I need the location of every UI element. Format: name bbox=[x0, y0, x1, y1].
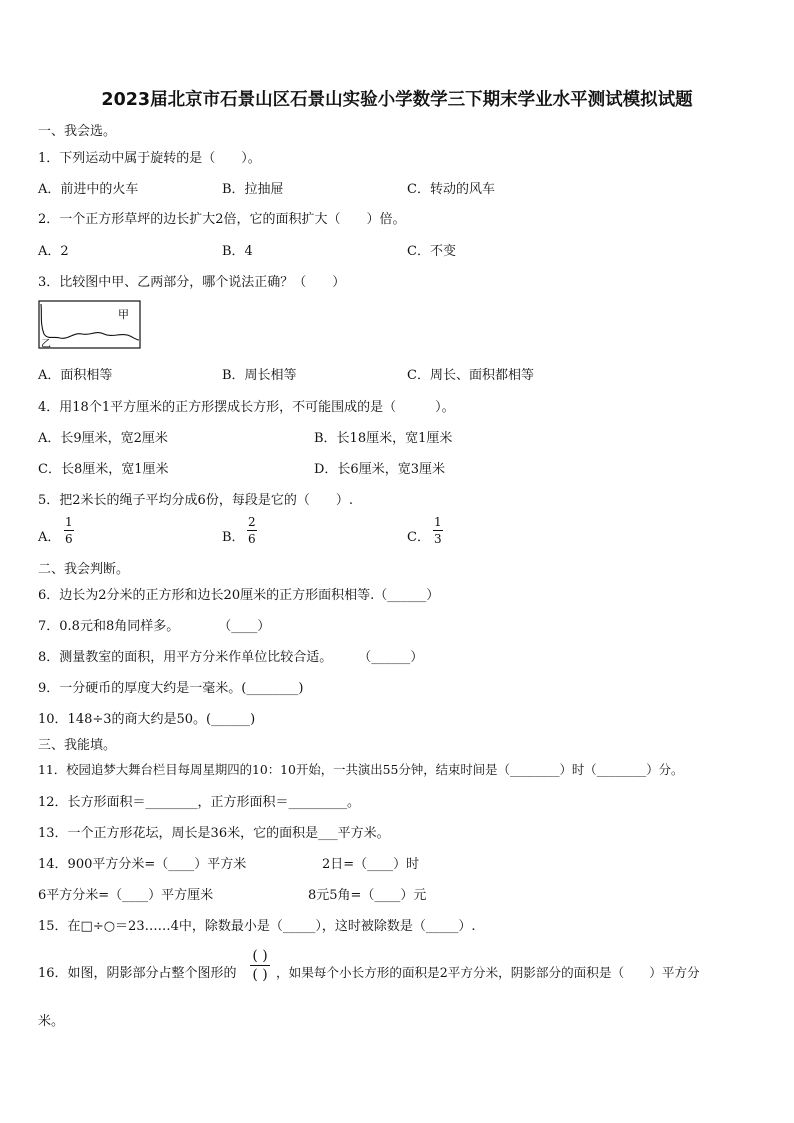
question-4-option-a: A．长9厘米，宽2厘米 bbox=[38, 431, 168, 446]
question-5-option-b-label: B． bbox=[222, 530, 245, 545]
question-10: 10．148÷3的商大约是50。(______) bbox=[38, 712, 256, 727]
figure-label-jia: 甲 bbox=[118, 308, 129, 321]
question-14-part-b: 2日=（____）时 bbox=[322, 857, 420, 872]
question-16-tail: 米。 bbox=[38, 1014, 65, 1029]
question-14-part-c: 6平方分米=（____）平方厘米 bbox=[38, 888, 214, 903]
question-8: 8．测量教室的面积，用平方分米作单位比较合适。 （______） bbox=[38, 650, 424, 665]
fraction-denominator: 6 bbox=[248, 532, 256, 546]
question-5-stem: 5．把2米长的绳子平均分成6份，每段是它的（ ）. bbox=[38, 493, 353, 508]
question-11: 11．校园追梦大舞台栏目每周星期四的10：10开始，一共演出55分钟，结束时间是（________）时（________）分。 bbox=[38, 762, 684, 777]
question-3-figure bbox=[38, 300, 142, 350]
question-12: 12．长方形面积＝________，正方形面积＝_________。 bbox=[38, 795, 361, 810]
fraction-bar bbox=[433, 530, 443, 531]
question-2-option-a: A．2 bbox=[38, 244, 69, 259]
question-3-option-c: C．周长、面积都相等 bbox=[407, 368, 534, 383]
question-1-stem: 1．下列运动中属于旋转的是（ ）。 bbox=[38, 151, 261, 166]
question-4-stem: 4．用18个1平方厘米的正方形摆成长方形，不可能围成的是（ ）。 bbox=[38, 400, 455, 415]
fraction-bar bbox=[250, 965, 270, 966]
question-16-fraction bbox=[250, 948, 270, 983]
question-14-part-d: 8元5角=（____）元 bbox=[308, 888, 427, 903]
question-16-suffix: ，如果每个小长方形的面积是2平方分米，阴影部分的面积是（ ）平方分 bbox=[276, 965, 700, 980]
fraction-numerator: ( ) bbox=[252, 948, 268, 964]
question-3-option-a: A．面积相等 bbox=[38, 368, 113, 383]
fraction-numerator: 1 bbox=[65, 515, 73, 529]
page-title: 2023届北京市石景山区石景山实验小学数学三下期末学业水平测试模拟试题 bbox=[101, 90, 693, 110]
question-1-option-a: A．前进中的火车 bbox=[38, 182, 139, 197]
question-2-option-b: B．4 bbox=[222, 244, 253, 259]
fraction-bar bbox=[247, 530, 257, 531]
question-3-stem: 3．比较图中甲、乙两部分，哪个说法正确？（ ） bbox=[38, 275, 346, 290]
section-heading-choice: 一、我会选。 bbox=[38, 124, 117, 139]
question-16-prefix: 16．如图，阴影部分占整个图形的 bbox=[38, 966, 237, 981]
section-heading-fill: 三、我能填。 bbox=[38, 738, 117, 753]
question-6: 6．边长为2分米的正方形和边长20厘米的正方形面积相等.（______） bbox=[38, 588, 440, 603]
question-5-option-a-label: A． bbox=[38, 530, 61, 545]
question-4-option-d: D．长6厘米，宽3厘米 bbox=[314, 462, 445, 477]
question-2-option-c: C．不变 bbox=[407, 244, 456, 259]
question-9: 9．一分硬币的厚度大约是一毫米。(________) bbox=[38, 681, 304, 696]
question-2-stem: 2．一个正方形草坪的边长扩大2倍，它的面积扩大（ ）倍。 bbox=[38, 212, 406, 227]
fraction-numerator: 1 bbox=[434, 515, 442, 529]
question-5-option-c-fraction bbox=[433, 515, 443, 546]
fraction-denominator: 6 bbox=[65, 532, 73, 546]
question-15: 15．在□÷○＝23……4中，除数最小是（_____），这时被除数是（_____）. bbox=[38, 919, 476, 934]
question-5-option-c-label: C． bbox=[407, 530, 430, 545]
figure-label-yi: 乙 bbox=[41, 339, 51, 350]
question-1-option-c: C．转动的风车 bbox=[407, 182, 495, 197]
question-5-option-b-fraction bbox=[247, 515, 257, 546]
question-5-option-a-fraction bbox=[64, 515, 74, 546]
question-4-option-c: C．长8厘米，宽1厘米 bbox=[38, 462, 169, 477]
question-7: 7．0.8元和8角同样多。 （____） bbox=[38, 619, 271, 634]
question-14-part-a: 14．900平方分米=（____）平方米 bbox=[38, 857, 247, 872]
question-13: 13．一个正方形花坛，周长是36米，它的面积是___平方米。 bbox=[38, 826, 390, 841]
fraction-denominator: 3 bbox=[434, 532, 442, 546]
fraction-numerator: 2 bbox=[248, 515, 256, 529]
fraction-bar bbox=[64, 530, 74, 531]
fraction-denominator: ( ) bbox=[252, 967, 268, 983]
section-heading-judge: 二、我会判断。 bbox=[38, 562, 130, 577]
question-1-option-b: B．拉抽屉 bbox=[222, 182, 284, 197]
question-3-option-b: B．周长相等 bbox=[222, 368, 297, 383]
question-4-option-b: B．长18厘米，宽1厘米 bbox=[314, 431, 453, 446]
